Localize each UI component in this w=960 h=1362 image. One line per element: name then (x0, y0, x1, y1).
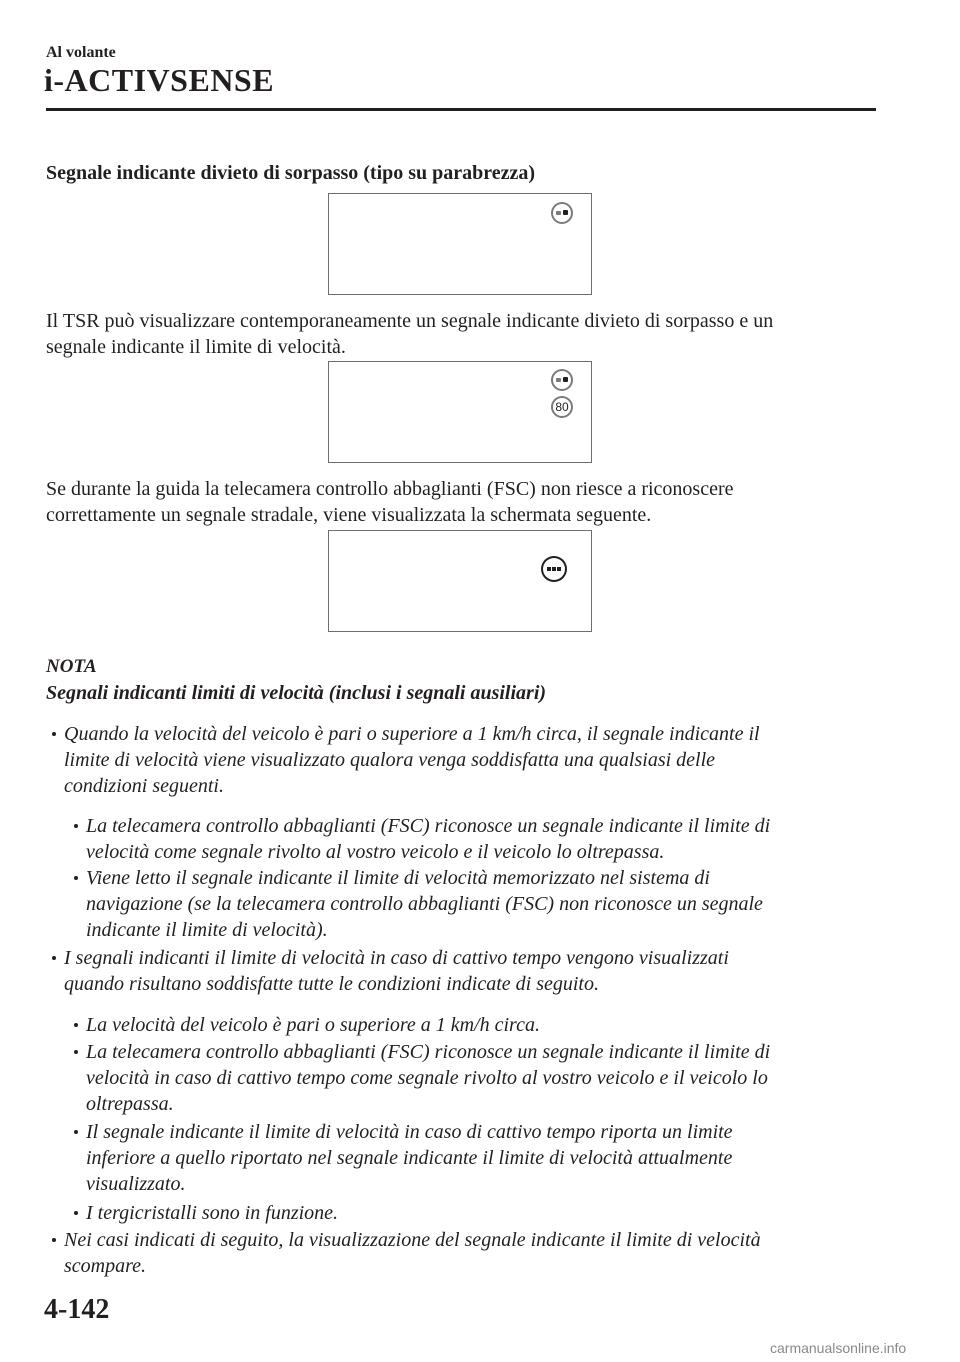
display-screen-unrecognized (328, 530, 592, 632)
section-heading: Segnale indicante divieto di sorpasso (tipo su parabrezza) (46, 162, 536, 184)
list-item: La telecamera controllo abbaglianti (FSC) riconosce un segnale indicante il limite di velocità in caso di cattivo tempo come segnale rivolto al vostro veicolo e il veicolo lo oltrepassa. (86, 1039, 770, 1117)
page-number: 4-142 (44, 1294, 110, 1325)
chapter-title: i-ACTIVSENSE (44, 62, 275, 98)
speed-limit-value: 80 (555, 400, 569, 414)
paragraph-unrecognized-sign: Se durante la guida la telecamera controllo abbaglianti (FSC) non riesce a riconoscere correttamente un segnale stradale, viene visualizzata la schermata seguente. (46, 478, 734, 526)
list-item: La velocità del veicolo è pari o superiore a 1 km/h circa. (86, 1012, 540, 1038)
list-item: Il segnale indicante il limite di velocità in caso di cattivo tempo riporta un limite inferiore a quello riportato nel segnale indicante il limite di velocità attualmente visualizzato. (86, 1119, 733, 1197)
display-screen-combined (328, 361, 592, 463)
list-item: Quando la velocità del veicolo è pari o superiore a 1 km/h circa, il segnale indicante il limite di velocità viene visualizzato qualora venga soddisfatta una qualsiasi delle condizioni seguenti. (64, 721, 760, 799)
list-item: Viene letto il segnale indicante il limite di velocità memorizzato nel sistema di navigazione (se la telecamera controllo abbaglianti (FSC) non riconosce un segnale indicante il limite di velocità). (86, 865, 763, 943)
speed-limit-sign-icon (551, 396, 573, 418)
watermark: carmanualsonline.info (770, 1340, 907, 1356)
note-heading: Segnali indicanti limiti di velocità (inclusi i segnali ausiliari) (46, 682, 547, 704)
header-divider (46, 108, 876, 111)
list-item: La telecamera controllo abbaglianti (FSC) riconosce un segnale indicante il limite di velocità come segnale rivolto al vostro veicolo e il veicolo lo oltrepassa. (86, 813, 770, 865)
no-overtaking-sign-icon (551, 369, 573, 391)
list-item: I tergicristalli sono in funzione. (86, 1200, 338, 1226)
note-label: NOTA (46, 656, 97, 677)
display-screen-no-overtaking (328, 193, 592, 295)
no-overtaking-sign-icon (551, 202, 573, 224)
unrecognized-sign-icon (541, 556, 567, 582)
section-label: Al volante (46, 44, 116, 61)
list-item: I segnali indicanti il limite di velocità in caso di cattivo tempo vengono visualizzati quando risultano soddisfatte tutte le condizioni indicate di seguito. (64, 945, 729, 997)
list-item: Nei casi indicati di seguito, la visualizzazione del segnale indicante il limite di velocità scompare. (64, 1227, 761, 1279)
paragraph-combined-signs: Il TSR può visualizzare contemporaneamente un segnale indicante divieto di sorpasso e un segnale indicante il limite di velocità. (46, 310, 774, 358)
